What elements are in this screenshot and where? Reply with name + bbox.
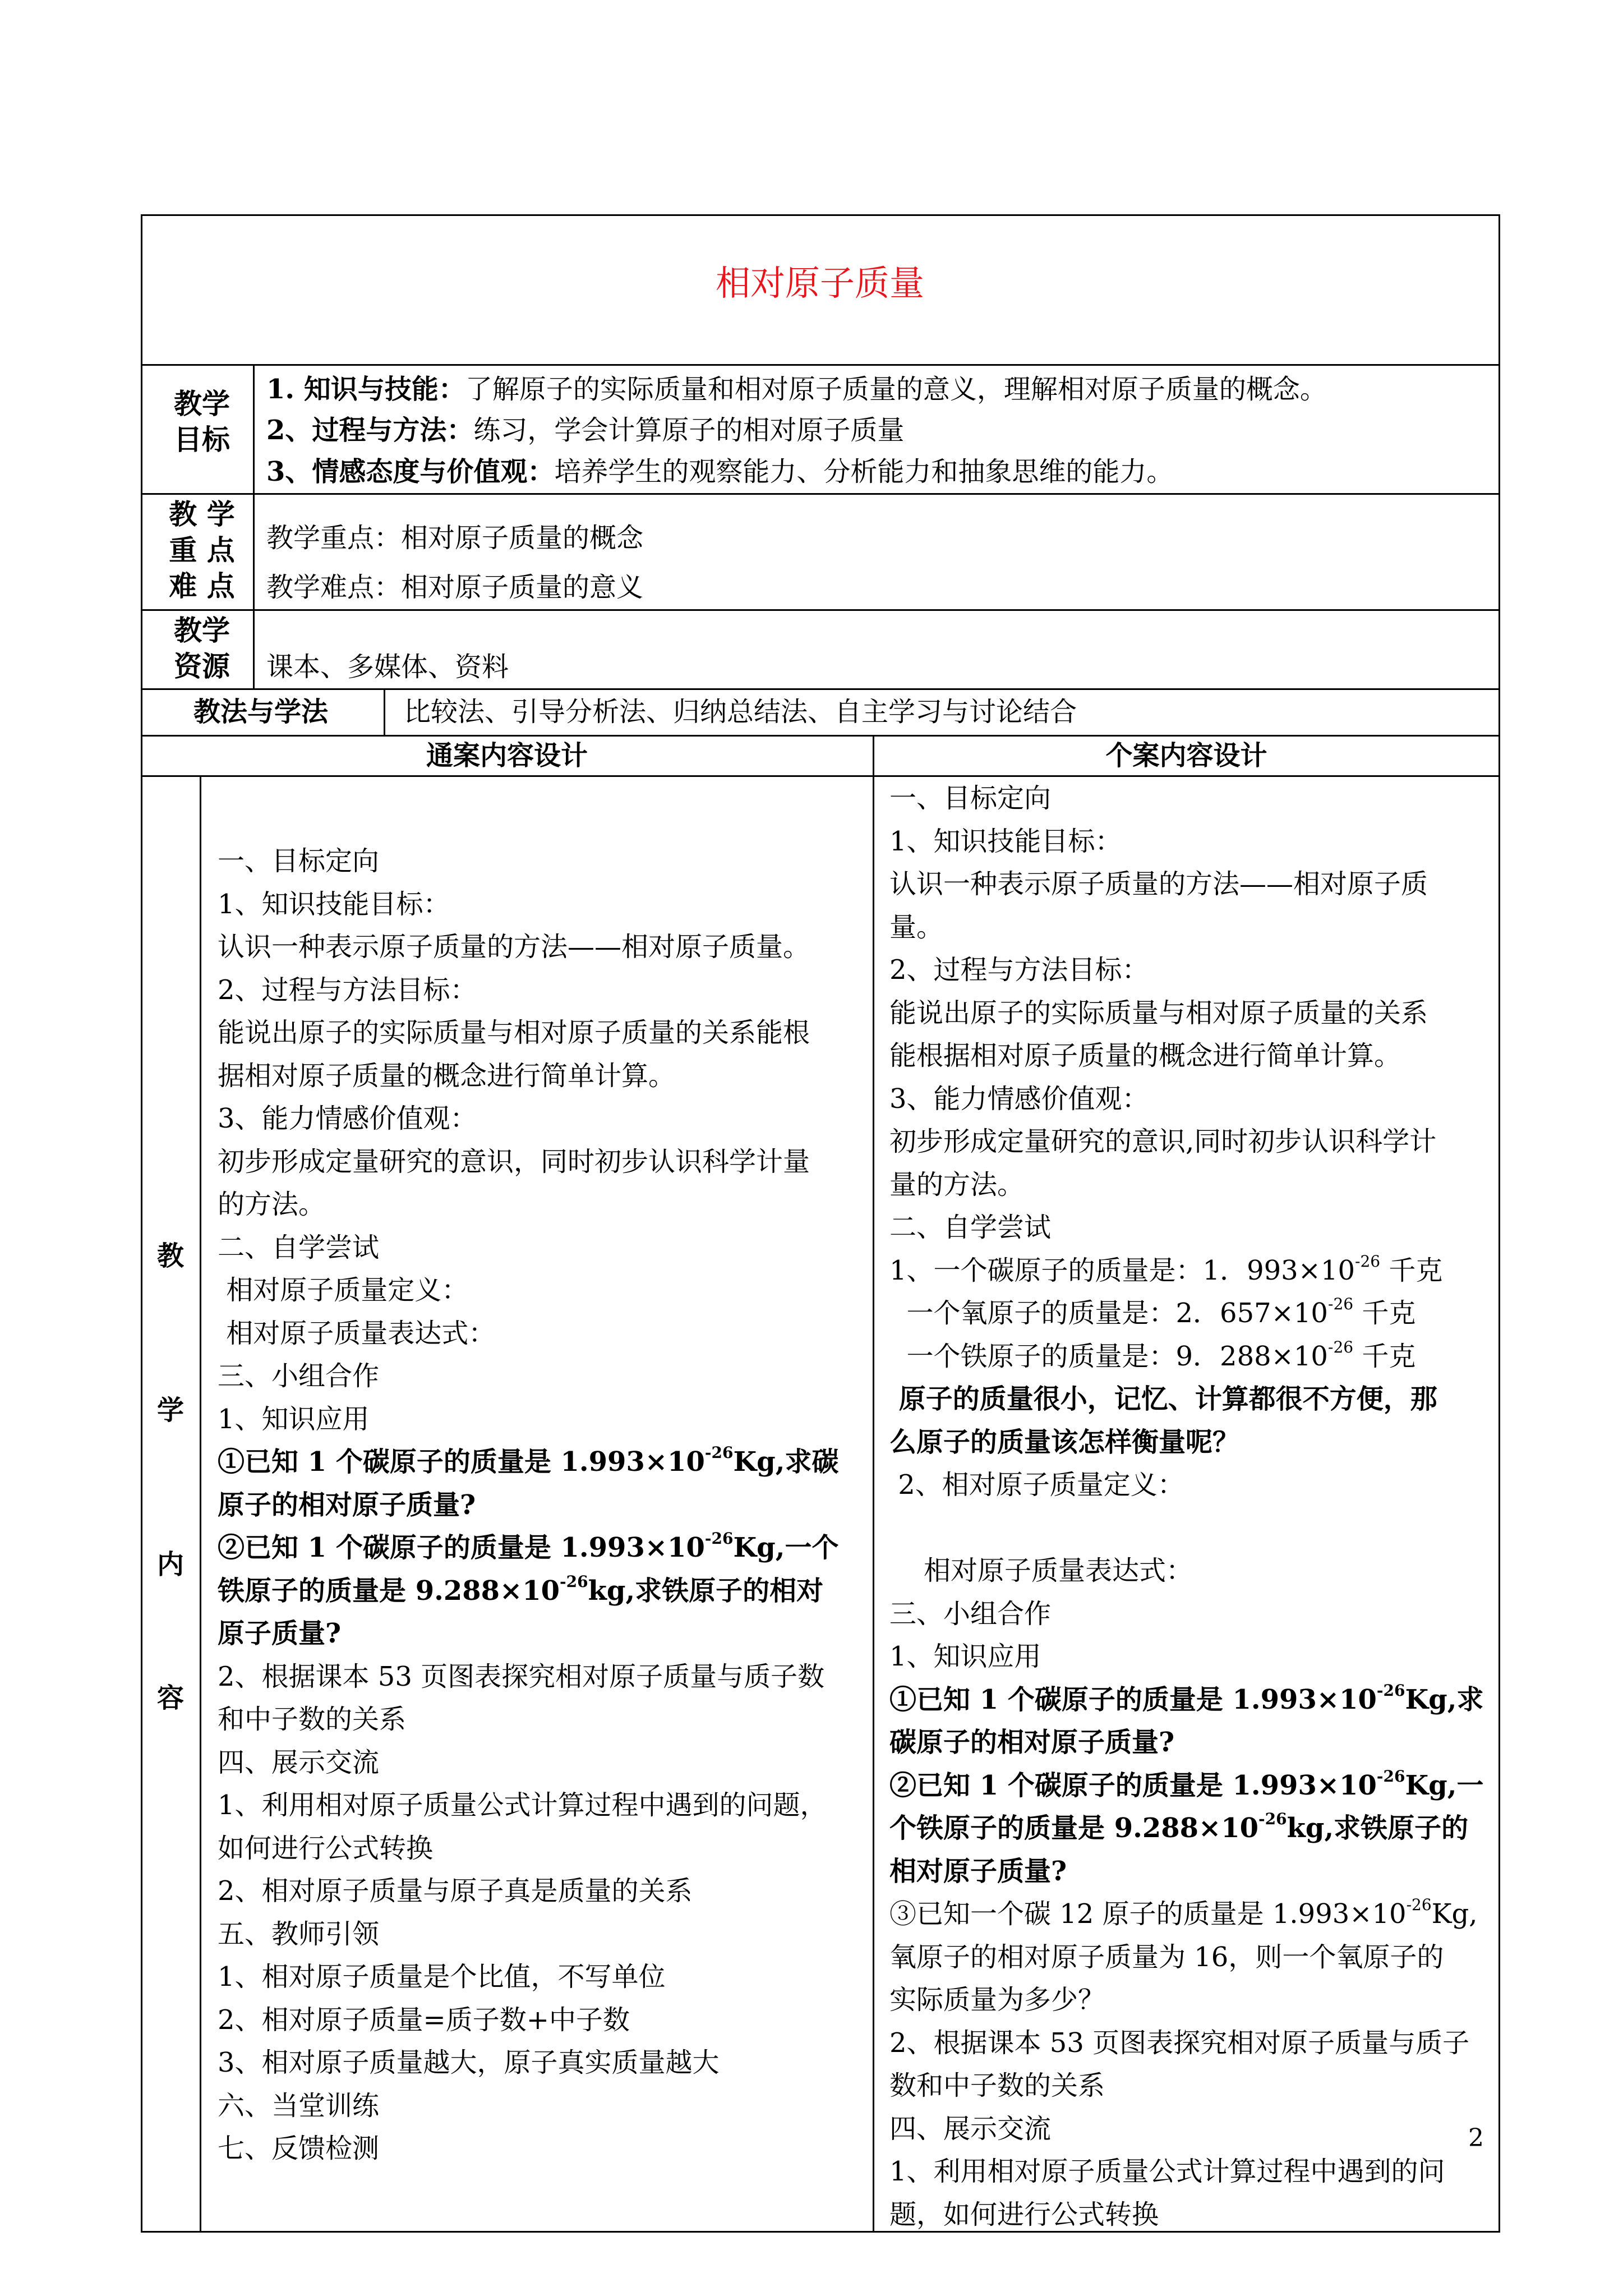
exponent: -26 xyxy=(560,1572,588,1591)
common-question-1 xyxy=(218,1441,868,1484)
col-divider-methods xyxy=(384,688,385,736)
individual-carbon-mass xyxy=(889,1249,1495,1292)
question-text: 个铁原子的质量是 9.288×10 xyxy=(889,1812,1259,1844)
common-line: 和中子数的关系 xyxy=(218,1704,407,1735)
individual-question-2-cont xyxy=(889,1807,1495,1850)
common-plan-column xyxy=(218,840,868,2170)
individual-line: 2、过程与方法目标： xyxy=(889,954,1149,986)
exponent: -26 xyxy=(1406,1895,1432,1914)
content-label-char: 学 xyxy=(157,1395,185,1426)
row-divider xyxy=(141,364,1500,366)
objectives-label xyxy=(163,386,241,458)
question-text: ①已知 1 个碳原子的质量是 1.993×10 xyxy=(889,1683,1377,1715)
objective-line-2 xyxy=(266,408,904,452)
individual-line: 认识一种表示原子质量的方法——相对原子质 xyxy=(889,868,1428,900)
common-line: 三、小组合作 xyxy=(218,1360,380,1392)
individual-line: 数和中子数的关系 xyxy=(889,2070,1105,2101)
page-title: 相对原子质量 xyxy=(715,263,924,303)
common-question-2 xyxy=(218,1526,868,1570)
common-line: 1、知识技能目标： xyxy=(218,888,450,920)
common-line: 相对原子质量定义： xyxy=(218,1274,469,1306)
common-line: 1、利用相对原子质量公式计算过程中遇到的问题， xyxy=(218,1789,827,1821)
page-number: 2 xyxy=(1468,2124,1484,2152)
blank-line xyxy=(889,1507,1495,1550)
question-text: kg,求铁原子的 xyxy=(1287,1812,1469,1844)
col-divider-label xyxy=(253,364,255,689)
common-line: 据相对原子质量的概念进行简单计算。 xyxy=(218,1060,676,1092)
mass-text: 一个氧原子的质量是：2．657×10 xyxy=(889,1297,1328,1329)
individual-oxygen-mass xyxy=(889,1292,1495,1335)
individual-line: 一、目标定向 xyxy=(889,783,1052,814)
question-text: Kg,一个 xyxy=(733,1532,839,1563)
exponent: -26 xyxy=(1376,1766,1405,1786)
individual-line: 原子的质量很小，记忆、计算都很不方便，那 xyxy=(889,1383,1437,1415)
question-text: ②已知 1 个碳原子的质量是 1.993×10 xyxy=(218,1532,705,1563)
individual-line: 1、利用相对原子质量公式计算过程中遇到的问 xyxy=(889,2156,1445,2187)
individual-line: 二、自学尝试 xyxy=(889,1212,1052,1243)
row-divider xyxy=(141,609,1500,611)
common-line: 原子的相对原子质量? xyxy=(218,1489,476,1521)
common-line: 初步形成定量研究的意识，同时初步认识科学计量 xyxy=(218,1145,810,1177)
table-border-right xyxy=(1498,214,1500,2233)
question-text: 铁原子的质量是 9.288×10 xyxy=(218,1575,560,1607)
mass-text: 1、一个碳原子的质量是：1．993×10 xyxy=(889,1254,1355,1286)
methods-text: 比较法、引导分析法、归纳总结法、自主学习与讨论结合 xyxy=(404,696,1077,728)
question-text: Kg,一 xyxy=(1405,1769,1484,1801)
individual-line: 么原子的质量该怎样衡量呢？ xyxy=(889,1426,1240,1458)
mass-text: 一个铁原子的质量是：9．288×10 xyxy=(889,1340,1328,1372)
individual-line: 实际质量为多少？ xyxy=(889,1984,1105,2016)
question-text: Kg,求碳 xyxy=(733,1446,839,1478)
keypoints-label xyxy=(163,496,241,604)
individual-line: 相对原子质量? xyxy=(889,1855,1067,1887)
exponent: -26 xyxy=(1355,1251,1381,1271)
question-text: kg,求铁原子的相对 xyxy=(588,1575,824,1607)
exponent: -26 xyxy=(1327,1337,1354,1356)
objective-line-text: 培养学生的观察能力、分析能力和抽象思维的能力。 xyxy=(554,456,1174,487)
mass-text: 千克 xyxy=(1353,1340,1416,1372)
common-line: 的方法。 xyxy=(218,1189,326,1220)
individual-line: 四、展示交流 xyxy=(889,2113,1052,2145)
individual-line: 1、知识技能目标： xyxy=(889,825,1122,857)
common-line: 认识一种表示原子质量的方法——相对原子质量。 xyxy=(218,931,810,963)
table-border-left xyxy=(141,214,142,2233)
exponent: -26 xyxy=(1327,1295,1354,1313)
individual-line: 初步形成定量研究的意识,同时初步认识科学计 xyxy=(889,1126,1437,1157)
common-line: 六、当堂训练 xyxy=(218,2090,380,2122)
individual-plan-column xyxy=(889,777,1495,2236)
individual-question-2 xyxy=(889,1764,1495,1807)
question-text: Kg,求 xyxy=(1405,1683,1484,1715)
individual-line: 相对原子质量表达式： xyxy=(889,1555,1193,1586)
common-question-2-cont xyxy=(218,1570,868,1613)
common-line: 四、展示交流 xyxy=(218,1746,380,1778)
keypoint-focus: 教学重点：相对原子质量的概念 xyxy=(266,522,644,554)
objective-line-3 xyxy=(266,450,1173,494)
resources-label-line: 教学 xyxy=(174,614,230,647)
mass-text: 千克 xyxy=(1353,1297,1416,1329)
resources-label-line: 资源 xyxy=(174,650,230,683)
common-line: 1、相对原子质量是个比值，不写单位 xyxy=(218,1961,666,1993)
common-line: 原子质量? xyxy=(218,1618,342,1649)
exponent: -26 xyxy=(1258,1810,1287,1828)
header-common: 通案内容设计 xyxy=(426,740,588,771)
exponent: -26 xyxy=(704,1443,734,1462)
individual-line: 2、根据课本 53 页图表探究相对原子质量与质子 xyxy=(889,2027,1470,2059)
individual-iron-mass xyxy=(889,1335,1495,1378)
header-individual: 个案内容设计 xyxy=(1105,740,1267,771)
keypoint-difficulty: 教学难点：相对原子质量的意义 xyxy=(266,572,644,603)
common-line: 1、知识应用 xyxy=(218,1403,370,1435)
individual-line: 量的方法。 xyxy=(889,1168,1025,1200)
common-line: 能说出原子的实际质量与相对原子质量的关系能根 xyxy=(218,1017,810,1048)
common-line: 七、反馈检测 xyxy=(218,2133,380,2164)
question-text: Kg, xyxy=(1431,1898,1478,1930)
keypoints-label-line: 教 学 xyxy=(169,498,235,531)
objective-line-1 xyxy=(266,367,1327,411)
content-label-char: 教 xyxy=(157,1240,185,1272)
objective-line-label: 3、情感态度与价值观： xyxy=(266,456,555,487)
question-text: ①已知 1 个碳原子的质量是 1.993×10 xyxy=(218,1446,705,1478)
methods-label: 教法与学法 xyxy=(193,696,329,728)
individual-line: 题，如何进行公式转换 xyxy=(889,2198,1159,2230)
common-line: 3、能力情感价值观： xyxy=(218,1103,477,1134)
keypoints-label-line: 重 点 xyxy=(169,533,235,567)
objective-line-text: 了解原子的实际质量和相对原子质量的意义，理解相对原子质量的概念。 xyxy=(465,374,1327,405)
objective-line-label: 1. 知识与技能： xyxy=(266,374,465,405)
common-line: 2、过程与方法目标： xyxy=(218,974,477,1006)
content-label-char: 内 xyxy=(157,1549,185,1580)
objectives-label-line: 教学 xyxy=(174,387,230,420)
common-line: 2、相对原子质量=质子数+中子数 xyxy=(218,2004,630,2036)
keypoints-label-line: 难 点 xyxy=(169,569,235,602)
mass-text: 千克 xyxy=(1380,1254,1443,1286)
individual-line: 能根据相对原子质量的概念进行简单计算。 xyxy=(889,1040,1401,1071)
exponent: -26 xyxy=(704,1529,734,1548)
question-text: ②已知 1 个碳原子的质量是 1.993×10 xyxy=(889,1769,1377,1801)
individual-line: 2、相对原子质量定义： xyxy=(889,1469,1184,1501)
objective-line-text: 练习，学会计算原子的相对原子质量 xyxy=(473,415,905,446)
common-line: 2、相对原子质量与原子真是质量的关系 xyxy=(218,1875,693,1907)
common-line: 相对原子质量表达式： xyxy=(218,1317,496,1349)
col-divider-content-label xyxy=(200,775,201,2233)
individual-line: 量。 xyxy=(889,911,944,943)
individual-line: 氧原子的相对原子质量为 16，则一个氧原子的 xyxy=(889,1941,1444,1973)
individual-question-3 xyxy=(889,1893,1495,1936)
col-divider-center xyxy=(873,735,874,2233)
content-label-char: 容 xyxy=(157,1682,185,1714)
common-line: 一、目标定向 xyxy=(218,845,380,877)
common-line: 五、教师引领 xyxy=(218,1918,380,1950)
individual-line: 碳原子的相对原子质量? xyxy=(889,1727,1175,1758)
resources-text: 课本、多媒体、资料 xyxy=(266,651,509,683)
common-line: 如何进行公式转换 xyxy=(218,1832,434,1864)
common-line: 2、根据课本 53 页图表探究相对原子质量与质子数 xyxy=(218,1660,825,1692)
common-line: 3、相对原子质量越大，原子真实质量越大 xyxy=(218,2047,720,2078)
individual-line: 1、知识应用 xyxy=(889,1641,1041,1672)
individual-line: 三、小组合作 xyxy=(889,1598,1052,1630)
exponent: -26 xyxy=(1376,1681,1405,1700)
individual-question-1 xyxy=(889,1678,1495,1722)
individual-line: 3、能力情感价值观： xyxy=(889,1083,1149,1115)
question-text: ③已知一个碳 12 原子的质量是 1.993×10 xyxy=(889,1898,1407,1930)
table-border-top xyxy=(141,214,1500,216)
individual-line: 能说出原子的实际质量与相对原子质量的关系 xyxy=(889,997,1428,1029)
objectives-label-line: 目标 xyxy=(174,423,230,456)
common-line: 二、自学尝试 xyxy=(218,1231,380,1263)
objective-line-label: 2、过程与方法： xyxy=(266,415,474,446)
resources-label xyxy=(163,613,241,684)
